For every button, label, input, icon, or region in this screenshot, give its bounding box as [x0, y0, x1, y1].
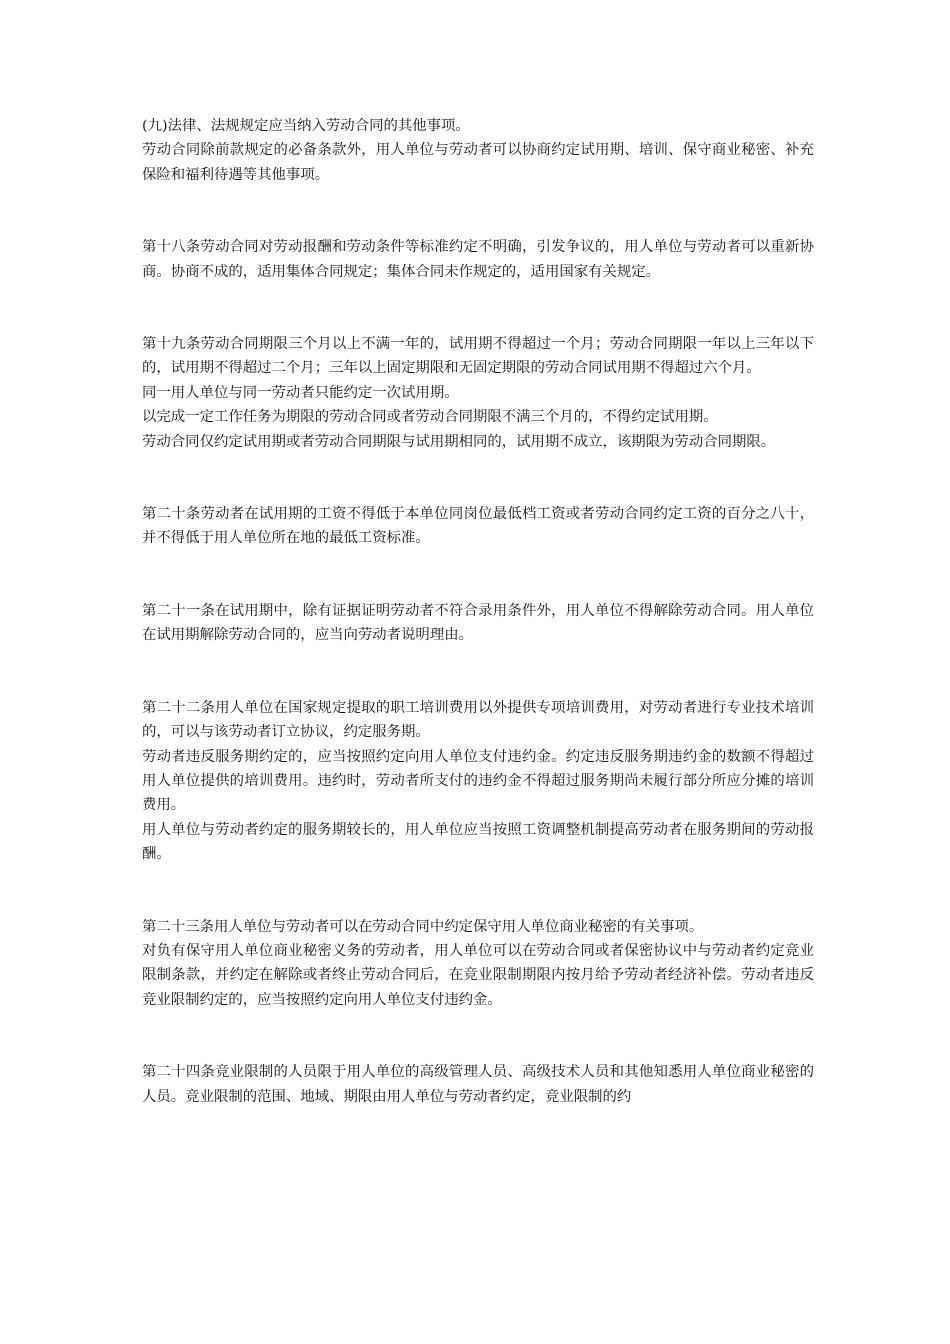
paragraph-item-9: (九)法律、法规规定应当纳入劳动合同的其他事项。: [142, 118, 470, 134]
article-19-clause-3: 以完成一定工作任务为期限的劳动合同或者劳动合同期限不满三个月的，不得约定试用期。: [142, 409, 718, 426]
document-body: [142, 114, 814, 1109]
article-21: 第二十一条在试用期中，除有证据证明劳动者不符合录用条件外，用人单位不得解除劳动合同。用人单位在试用期解除劳动合同的，应当向劳动者说明理由。: [142, 602, 814, 644]
paragraph-optional-terms: 劳动合同除前款规定的必备条款外，用人单位与劳动者可以协商约定试用期、培训、保守商业秘密、补充保险和福利待遇等其他事项。: [142, 142, 814, 183]
article-22-clause-2: 劳动者违反服务期约定的，应当按照约定向用人单位支付违约金。约定违反服务期违约金的数额不得超过用人单位提供的培训费用。违约时，劳动者所支付的违约金不得超过服务期尚未履行部分所应分摊的培训费用。: [142, 748, 814, 814]
article-19: 第十九条劳动合同期限三个月以上不满一年的，试用期不得超过一个月；劳动合同期限一年以上三年以下的，试用期不得超过二个月；三年以上固定期限和无固定期限的劳动合同试用期不得超过六个月。: [142, 336, 814, 377]
paragraph-gap: [142, 187, 814, 235]
article-23: 第二十三条用人单位与劳动者可以在劳动合同中约定保守用人单位商业秘密的有关事项。: [142, 918, 704, 935]
paragraph-gap: [142, 284, 814, 332]
paragraph-gap: [142, 648, 814, 696]
article-19-clause-4: 劳动合同仅约定试用期或者劳动合同期限与试用期相同的，试用期不成立，该期限为劳动合同期限。: [142, 433, 776, 450]
article-22: 第二十二条用人单位在国家规定提取的职工培训费用以外提供专项培训费用，对劳动者进行专业技术培训的，可以与该劳动者订立协议，约定服务期。: [142, 699, 814, 741]
article-18: 第十八条劳动合同对劳动报酬和劳动条件等标准约定不明确，引发争议的，用人单位与劳动者可以重新协商。协商不成的，适用集体合同规定；集体合同未作规定的，适用国家有关规定。: [142, 239, 814, 280]
paragraph-gap: [142, 551, 814, 599]
article-24: 第二十四条竞业限制的人员限于用人单位的高级管理人员、高级技术人员和其他知悉用人单位商业秘密的人员。竞业限制的范围、地域、期限由用人单位与劳动者约定，竞业限制的约: [142, 1064, 814, 1105]
article-22-clause-3: 用人单位与劳动者约定的服务期较长的，用人单位应当按照工资调整机制提高劳动者在服务期间的劳动报酬。: [142, 821, 814, 863]
paragraph-gap: [142, 867, 814, 915]
article-23-clause-2: 对负有保守用人单位商业秘密义务的劳动者，用人单位可以在劳动合同或者保密协议中与劳动者约定竞业限制条款，并约定在解除或者终止劳动合同后，在竞业限制期限内按月给予劳动者经济补偿。劳动者违反竞业限制约定的，应当按照约定向用人单位支付违约金。: [142, 942, 814, 1008]
article-20: 第二十条劳动者在试用期的工资不得低于本单位同岗位最低档工资或者劳动合同约定工资的百分之八十，并不得低于用人单位所在地的最低工资标准。: [142, 506, 814, 547]
article-19-clause-2: 同一用人单位与同一劳动者只能约定一次试用期。: [142, 384, 459, 401]
paragraph-gap: [142, 454, 814, 502]
paragraph-gap: [142, 1012, 814, 1060]
